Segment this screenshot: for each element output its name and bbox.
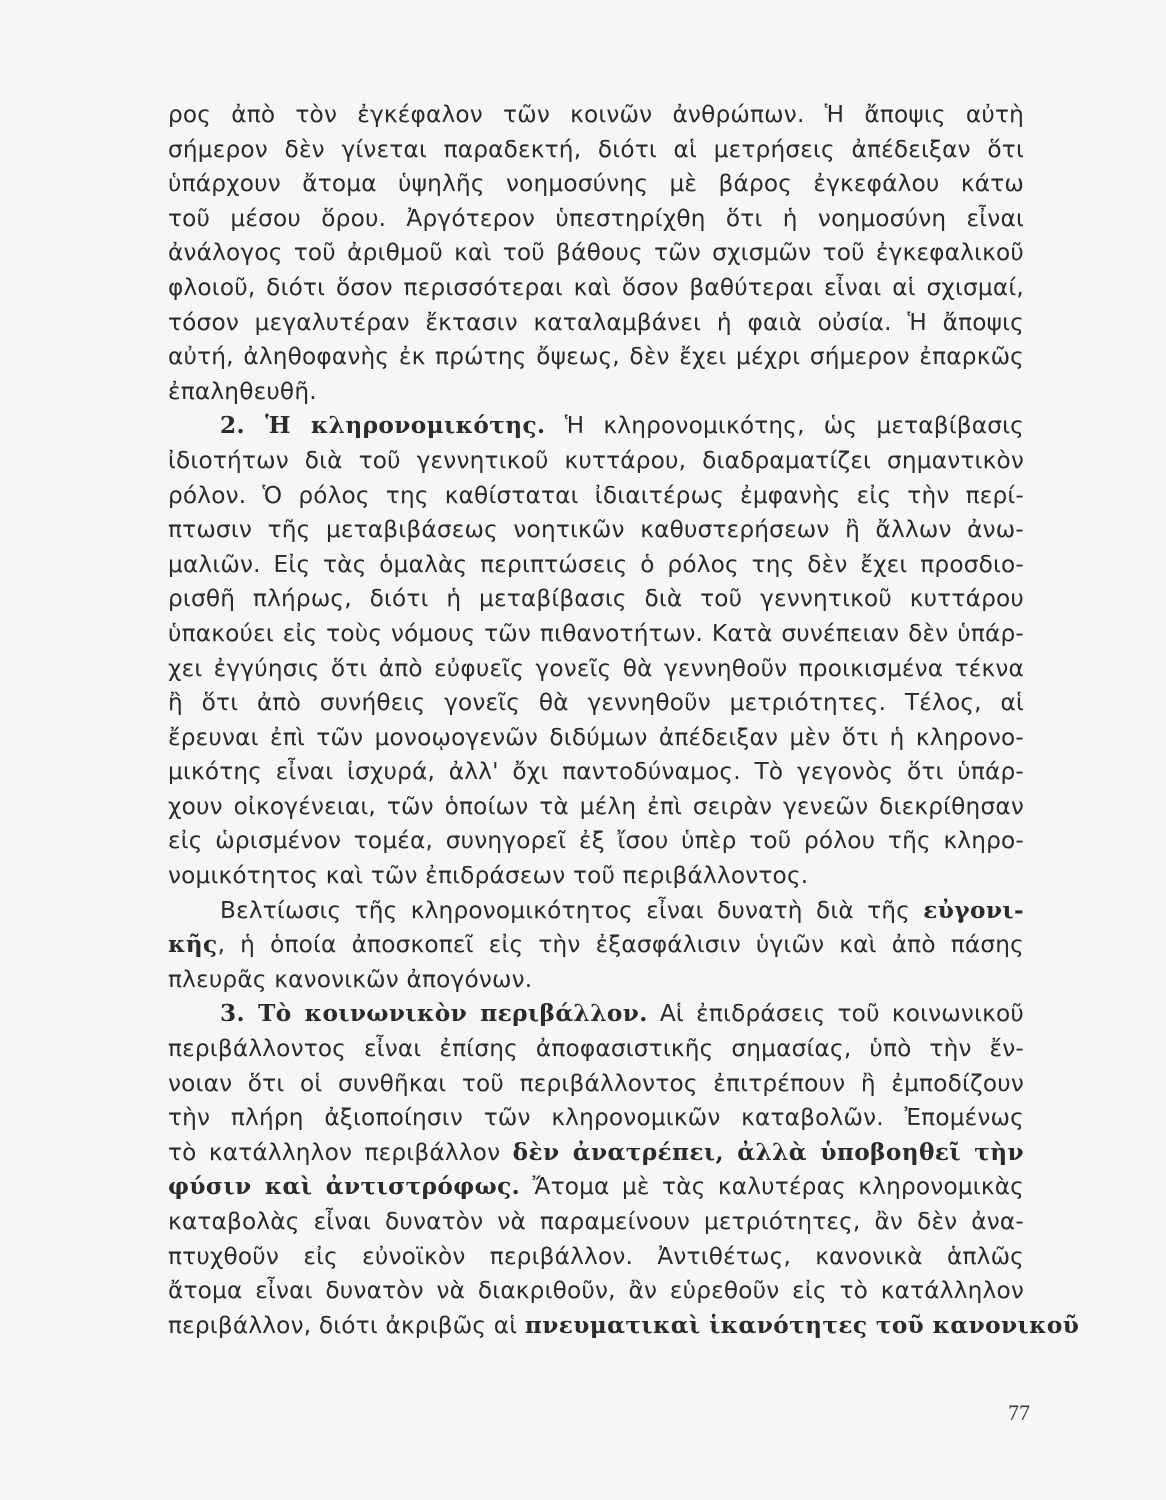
text-line <box>168 652 1024 687</box>
plain-text: ὑπάρχουν ἄτομα ὑψηλῆς νοημοσύνης μὲ βάρος ἐγκεφάλου κάτω <box>168 170 1024 198</box>
plain-text: ἄτομα εἶναι δυνατὸν νὰ διακριθοῦν, ἂν εὑρεθοῦν εἰς τὸ κατάλληλον <box>168 1277 1024 1305</box>
text-line <box>168 271 1024 306</box>
bold-text: εὐγονι- <box>923 896 1024 924</box>
text-line <box>168 340 1024 375</box>
plain-text: Βελτίωσις τῆς κληρονομικότητος εἶναι δυνατὴ διὰ τῆς <box>220 896 924 924</box>
page-number: 77 <box>1008 1400 1030 1425</box>
body-text <box>168 98 1080 1343</box>
text-line <box>168 859 1024 894</box>
bold-text: φύσιν καὶ ἀντιστρόφως. <box>168 1173 521 1201</box>
text-line <box>168 721 1024 756</box>
plain-text: ἰδιοτήτων διὰ τοῦ γεννητικοῦ κυττάρου, διαδραματίζει σημαντικὸν <box>168 446 1024 474</box>
text-line <box>168 409 1024 444</box>
text-line <box>168 236 1024 271</box>
text-line <box>168 1274 1024 1309</box>
text-line <box>168 1067 1024 1102</box>
plain-text: Αἱ ἐπιδράσεις τοῦ κοινωνικοῦ <box>647 1000 1024 1028</box>
text-line <box>168 133 1024 168</box>
bold-text: πνευματικαὶ ἱκανότητες τοῦ κανονικοῦ <box>524 1311 1080 1339</box>
text-line <box>168 1240 1024 1275</box>
plain-text: νομικότητος καὶ τῶν ἐπιδράσεων τοῦ περιβάλλοντος. <box>168 862 809 890</box>
text-line <box>168 1205 1024 1240</box>
bold-text: 3. Τὸ κοινωνικὸν περιβάλλον. <box>220 1000 648 1028</box>
plain-text: φλοιοῦ, διότι ὅσον περισσότεραι καὶ ὅσον βαθύτεραι εἶναι αἱ σχισμαί, <box>168 273 1024 301</box>
plain-text: τοῦ μέσου ὅρου. Ἀργότερον ὑπεστηρίχθη ὅτι ἡ νοημοσύνη εἶναι <box>168 204 1024 232</box>
plain-text: εἰς ὡρισμένον τομέα, συνηγορεῖ ἐξ ἴσου ὑπὲρ τοῦ ρόλου τῆς κληρο- <box>168 827 1024 855</box>
plain-text: ἢ ὅτι ἀπὸ συνήθεις γονεῖς θὰ γεννηθοῦν μετριότητες. Τέλος, αἱ <box>168 689 1024 717</box>
plain-text: ρόλον. Ὁ ρόλος της καθίσταται ἰδιαιτέρως ἐμφανὴς εἰς τὴν περί- <box>168 481 1024 509</box>
plain-text: τὴν πλήρη ἀξιοποίησιν τῶν κληρονομικῶν καταβολῶν. Ἐπομένως <box>168 1104 1024 1132</box>
text-line <box>168 617 1024 652</box>
text-line <box>168 375 1024 410</box>
plain-text: μικότης εἶναι ἰσχυρά, ἀλλ' ὄχι παντοδύναμος. Τὸ γεγονὸς ὅτι ὑπάρ- <box>168 758 1024 786</box>
plain-text: χει ἐγγύησις ὅτι ἀπὸ εὐφυεῖς γονεῖς θὰ γεννηθοῦν προικισμένα τέκνα <box>168 654 1024 682</box>
text-line <box>168 686 1024 721</box>
plain-text: πτυχθοῦν εἰς εὐνοϊκὸν περιβάλλον. Ἀντιθέτως, κανονικὰ ἁπλῶς <box>168 1242 1024 1270</box>
text-line <box>168 548 1024 583</box>
text-line <box>168 1170 1024 1205</box>
text-line <box>168 824 1024 859</box>
plain-text: τὸ κατάλληλον περιβάλλον <box>168 1138 513 1166</box>
text-line <box>168 963 1024 998</box>
text-line <box>168 98 1024 133</box>
bold-text: 2. Ἡ κληρονομικότης. <box>220 412 546 440</box>
plain-text: ὑπακούει εἰς τοὺς νόμους τῶν πιθανοτήτων. Κατὰ συνέπειαν δὲν ὑπάρ- <box>168 619 1024 647</box>
plain-text: χουν οἰκογένειαι, τῶν ὁποίων τὰ μέλη ἐπὶ σειρὰν γενεῶν διεκρίθησαν <box>168 792 1024 820</box>
text-line <box>168 202 1024 237</box>
plain-text: ρισθῆ πλήρως, διότι ἡ μεταβίβασις διὰ τοῦ γεννητικοῦ κυττάρου <box>168 585 1024 613</box>
plain-text: αὐτή, ἀληθοφανὴς ἐκ πρώτης ὄψεως, δὲν ἔχει μέχρι σήμερον ἐπαρκῶς <box>168 343 1024 371</box>
text-line <box>168 928 1024 963</box>
text-line <box>168 997 1024 1032</box>
text-line <box>168 479 1024 514</box>
text-line <box>168 1136 1024 1171</box>
plain-text: πτωσιν τῆς μεταβιβάσεως νοητικῶν καθυστερήσεων ἢ ἄλλων ἀνω- <box>168 516 1024 544</box>
plain-text: ἀνάλογος τοῦ ἀριθμοῦ καὶ τοῦ βάθους τῶν σχισμῶν τοῦ ἐγκεφαλικοῦ <box>168 239 1024 267</box>
plain-text: Ἡ κληρονομικότης, ὡς μεταβίβασις <box>545 412 1024 440</box>
plain-text: , ἡ ὁποία ἀποσκοπεῖ εἰς τὴν ἐξασφάλισιν ὑγιῶν καὶ ἀπὸ πάσης <box>217 931 1024 959</box>
text-line <box>168 1101 1024 1136</box>
text-line <box>168 755 1024 790</box>
text-line <box>168 167 1024 202</box>
text-line <box>168 790 1024 825</box>
bold-text: κῆς <box>168 931 218 959</box>
text-line <box>168 1032 1024 1067</box>
plain-text: σήμερον δὲν γίνεται παραδεκτή, διότι αἱ μετρήσεις ἀπέδειξαν ὅτι <box>168 135 1024 163</box>
plain-text: πλευρᾶς κανονικῶν ἀπογόνων. <box>168 965 533 993</box>
text-line <box>168 444 1024 479</box>
plain-text: ἐπαληθευθῆ. <box>168 377 317 405</box>
plain-text: ἔρευναι ἐπὶ τῶν μονοῳογενῶν διδύμων ἀπέδειξαν μὲν ὅτι ἡ κληρονο- <box>168 723 1024 751</box>
plain-text: περιβάλλον, διότι ἀκριβῶς αἱ <box>168 1311 525 1339</box>
plain-text: περιβάλλοντος εἶναι ἐπίσης ἀποφασιστικῆς σημασίας, ὑπὸ τὴν ἔν- <box>168 1035 1024 1063</box>
text-line <box>168 894 1024 929</box>
plain-text: καταβολὰς εἶναι δυνατὸν νὰ παραμείνουν μετριότητες, ἂν δὲν ἀνα- <box>168 1208 1024 1235</box>
plain-text: ρος ἀπὸ τὸν ἐγκέφαλον τῶν κοινῶν ἀνθρώπων. Ἡ ἄποψις αὐτὴ <box>168 101 1024 128</box>
plain-text: τόσον μεγαλυτέραν ἔκτασιν καταλαμβάνει ἡ φαιὰ οὐσία. Ἡ ἄποψις <box>168 308 1024 336</box>
text-line <box>168 513 1024 548</box>
plain-text: Ἄτομα μὲ τὰς καλυτέρας κληρονομικὰς <box>520 1173 1024 1201</box>
plain-text: νοιαν ὅτι οἱ συνθῆκαι τοῦ περιβάλλοντος ἐπιτρέπουν ἢ ἐμποδίζουν <box>168 1069 1024 1097</box>
bold-text: δὲν ἀνατρέπει, ἀλλὰ ὑποβοηθεῖ τὴν <box>512 1138 1024 1166</box>
plain-text: μαλιῶν. Εἰς τὰς ὁμαλὰς περιπτώσεις ὁ ρόλος της δὲν ἔχει προσδιο- <box>168 550 1024 578</box>
text-line <box>168 1309 1080 1344</box>
text-line <box>168 582 1024 617</box>
text-line <box>168 306 1024 341</box>
